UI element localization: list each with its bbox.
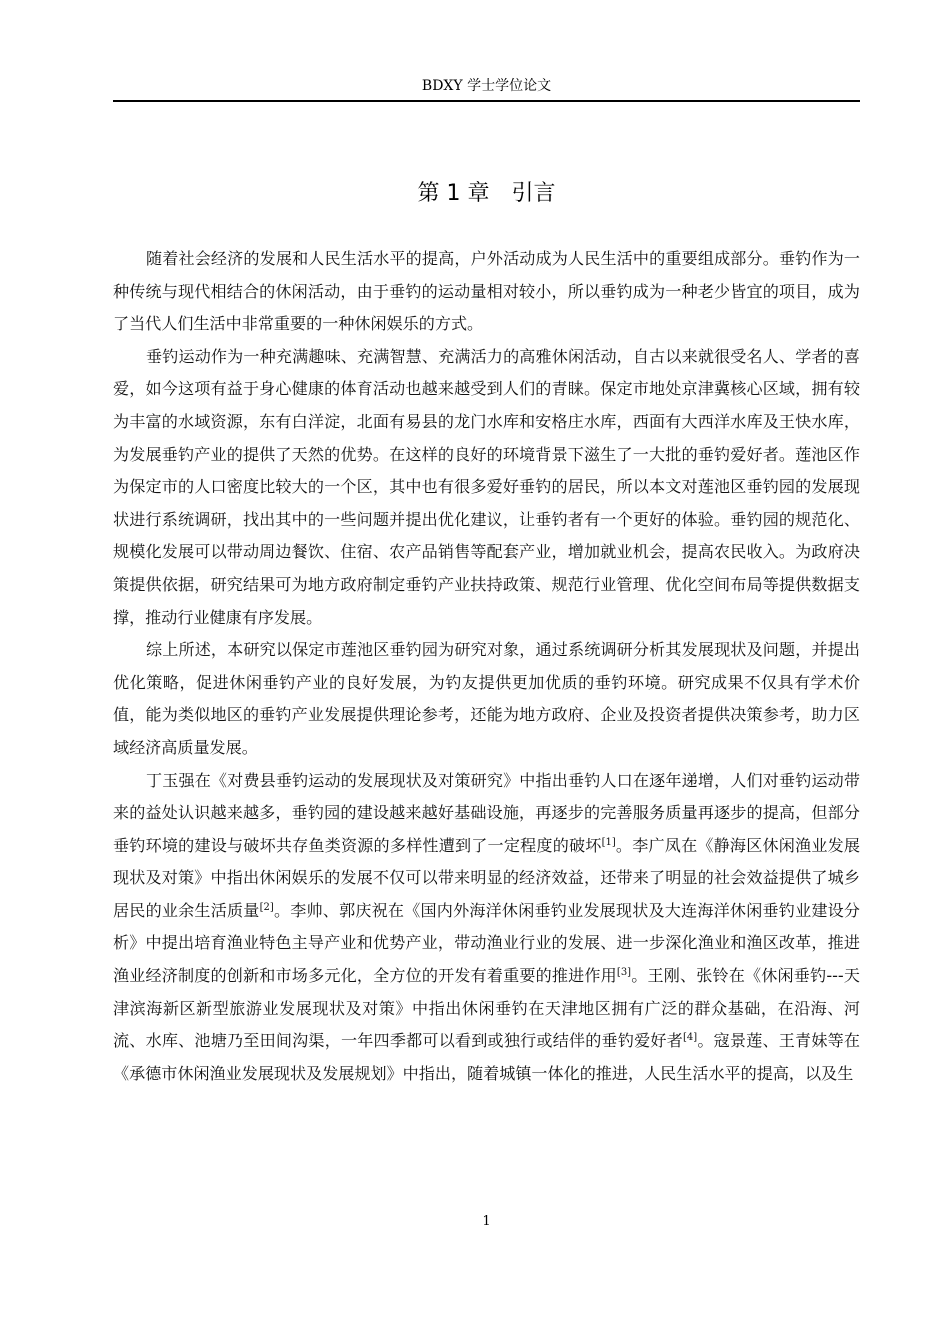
- citation-ref: [3]: [616, 967, 632, 979]
- running-header: BDXY 学士学位论文: [421, 78, 552, 94]
- page-number: 1: [482, 1214, 491, 1229]
- paragraph-4-text: 。寇景莲、王青妹等在《承德市休闲渔业发展现状及发展规划》中指出，随着城镇一体化的推进，人民生活水平的提高，以及生: [113, 1031, 861, 1083]
- paragraph-1: 随着社会经济的发展和人民生活水平的提高，户外活动成为人民生活中的重要组成部分。垂钓作为一种传统与现代相结合的休闲活动，由于垂钓的运动量相对较小，所以垂钓成为一种老少皆宜的项目，成为了当代人们生活中非常重要的一种休闲娱乐的方式。: [113, 249, 860, 334]
- paragraph-2: 垂钓运动作为一种充满趣味、充满智慧、充满活力的高雅休闲活动，自古以来就很受名人、学者的喜爱，如今这项有益于身心健康的体育活动也越来越受到人们的青睐。保定市地处京津冀核心区域，拥有较为丰富的水域资源，东有白洋淀，北面有易县的龙门水库和安格庄水库，西面有大西洋水库及王快水库，为发展垂钓产业的提供了天然的优势。在这样的良好的环境背景下滋生了一大批的垂钓爱好者。莲池区作为保定市的人口密度比较大的一个区，其中也有很多爱好垂钓的居民，所以本文对莲池区垂钓园的发展现状进行系统调研，找出其中的一些问题并提出优化建议，让垂钓者有一个更好的体验。垂钓园的规范化、规模化发展可以带动周边餐饮、住宿、农产品销售等配套产业，增加就业机会，提高农民收入。为政府决策提供依据，研究结果可为地方政府制定垂钓产业扶持政策、规范行业管理、优化空间布局等提供数据支撑，推动行业健康有序发展。: [113, 346, 860, 627]
- paragraph-4-text: 丁玉强在《对费县垂钓运动的发展现状及对策研究》中指出垂钓人口在逐年递增，人们对垂钓运动带来的益处认识越来越多，垂钓园的建设越来越好基础设施，再逐步的完善服务质量再逐步的提高，但部分垂钓环境的建设与破坏共存鱼类资源的多样性遭到了一定程度的破坏: [113, 770, 860, 855]
- citation-ref: [1]: [601, 836, 616, 848]
- paragraph-3: 综上所述，本研究以保定市莲池区垂钓园为研究对象，通过系统调研分析其发展现状及问题，并提出优化策略，促进休闲垂钓产业的良好发展，为钓友提供更加优质的垂钓环境。研究成果不仅具有学术价值，能为类似地区的垂钓产业发展提供理论参考，还能为地方政府、企业及投资者提供决策参考，助力区域经济高质量发展。: [113, 640, 860, 757]
- citation-ref: [4]: [682, 1032, 698, 1044]
- paragraph-4-text: 。王刚、张铃在《休闲垂钓---天津滨海新区新型旅游业发展现状及对策》中指出休闲垂钓在天津地区拥有广泛的群众基础，在沿海、河流、水库、池塘乃至田间沟渠，一年四季都可以看到或独行或结伴的垂钓爱好者: [113, 966, 860, 1051]
- citation-ref: [2]: [259, 901, 274, 913]
- header-rule: [113, 100, 860, 102]
- body-text: [113, 243, 860, 1090]
- paragraph-4-text: 。李广凤在《静海区休闲渔业发展现状及对策》中指出休闲娱乐的发展不仅可以带来明显的经济效益，还带来了明显的社会效益提供了城乡居民的业余生活质量: [113, 835, 861, 920]
- paragraph-4: [113, 765, 860, 1091]
- chapter-title: 第 1 章 引言: [417, 181, 556, 206]
- paragraph-4-text: 。李帅、郭庆祝在《国内外海洋休闲垂钓业发展现状及大连海洋休闲垂钓业建设分析》中提出培育渔业特色主导产业和优势产业，带动渔业行业的发展、进一步深化渔业和渔区改革，推进渔业经济制度的创新和市场多元化，全方位的开发有着重要的推进作用: [113, 900, 861, 986]
